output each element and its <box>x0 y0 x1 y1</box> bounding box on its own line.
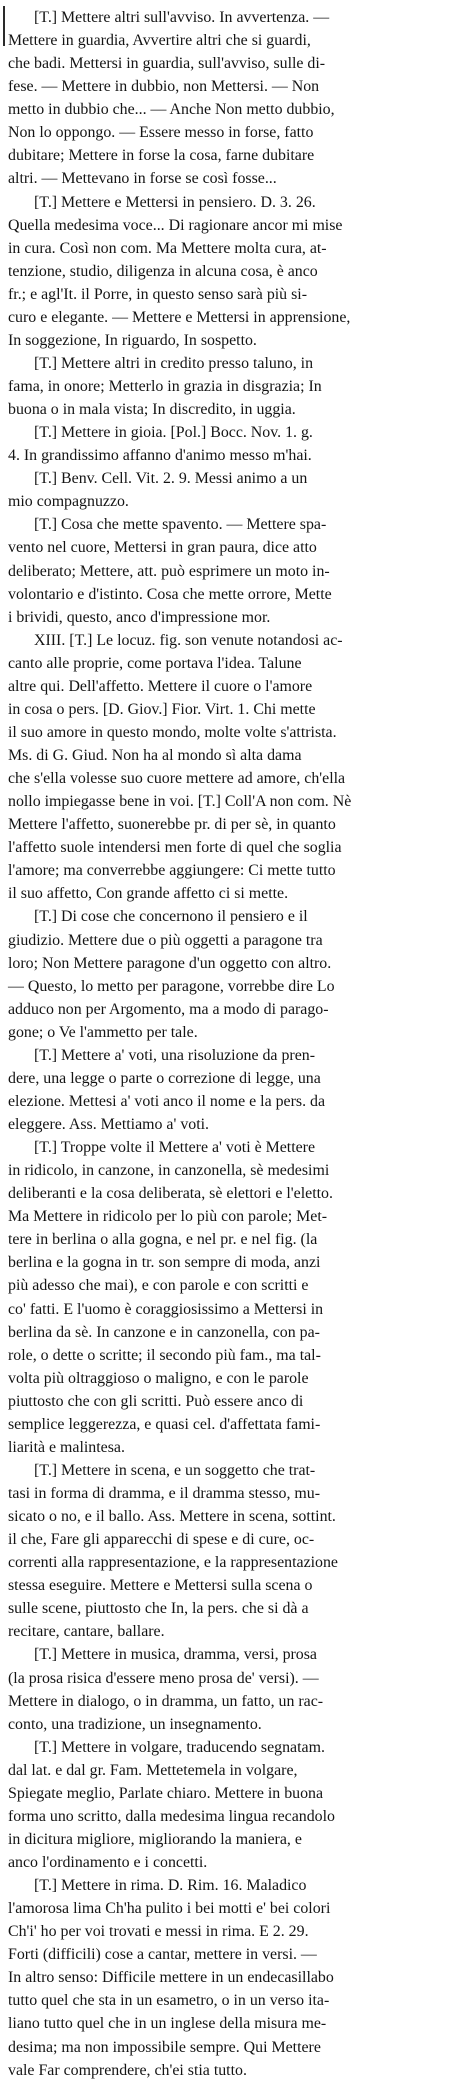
text-line: co' fatti. E l'uomo è coraggiosissimo a Mettersi in <box>8 1300 324 1318</box>
text-line: adduco non per Argomento, ma a modo di parago- <box>8 1000 329 1018</box>
text-line: dal lat. e dal gr. Fam. Mettetemela in volgare, <box>8 1761 298 1779</box>
text-line: In soggezione, In riguardo, In sospetto. <box>8 331 257 349</box>
text-line: Mettere in dialogo, o in dramma, un fatto, un rac- <box>8 1692 324 1710</box>
text-line: altre qui. Dell'affetto. Mettere il cuore o l'amore <box>8 677 313 695</box>
text-line: [T.] Mettere in scena, e un soggetto che trat- <box>34 1461 316 1479</box>
text-line: sulle scene, piuttosto che In, la pers. che si dà a <box>8 1600 309 1618</box>
text-line: gone; o Ve l'ammetto per tale. <box>8 1023 198 1041</box>
text-line: il che, Fare gli apparecchi di spese e di cure, oc- <box>8 1531 315 1549</box>
text-line: in cura. Così non com. Ma Mettere molta cura, at- <box>8 239 327 257</box>
text-line: — Questo, lo metto per paragone, vorrebbe dire Lo <box>8 977 335 995</box>
text-line: fese. — Mettere in dubbio, non Mettersi. — Non <box>8 78 320 96</box>
text-line: in cosa o pers. [D. Giov.] Fior. Virt. 1. Chi mette <box>8 700 316 718</box>
text-line: tenzione, studio, diligenza in alcuna cosa, è anco <box>8 262 318 280</box>
text-line: (la prosa risica d'essere meno prosa de' versi). — <box>8 1669 319 1687</box>
text-line: vento nel cuore, Mettersi in gran paura, dice atto <box>8 539 317 557</box>
text-line: tasi in forma di dramma, e il dramma stesso, mu- <box>8 1485 321 1502</box>
text-line: il suo affetto, Con grande affetto ci si mette. <box>8 885 289 903</box>
text-line: deliberato; Mettere, att. può esprimere un moto in- <box>8 562 330 580</box>
text-line: [T.] Mettere in gioia. [Pol.] Bocc. Nov. 1. g. <box>34 424 313 442</box>
text-line: correnti alla rappresentazione, e la rappresentazione <box>8 1554 338 1572</box>
text-line: canto alle proprie, come portava l'idea. Talune <box>8 654 302 672</box>
text-line: metto in dubbio che... — Anche Non metto dubbio, <box>8 101 335 119</box>
text-line: elezione. Mettesi a' voti anco il nome e la pers. da <box>8 1092 326 1110</box>
text-line: Ch'i' ho per voi trovati e messi in rima. E 2. 29. <box>8 1923 309 1941</box>
text-line: i brividi, questo, anco d'impressione mor. <box>8 608 271 626</box>
text-line: mio compagnuzzo. <box>8 493 129 511</box>
text-line: altri. — Mettevano in forse se così fosse... <box>8 170 277 188</box>
text-line: giudizio. Mettere due o più oggetti a paragone tra <box>8 931 323 949</box>
text-line: conto, una tradizione, un insegnamento. <box>8 1715 262 1733</box>
text-line: semplice leggerezza, e quasi cel. d'affettata fami- <box>8 1415 321 1433</box>
text-line: dere, una legge o parte o correzione di legge, una <box>8 1069 321 1087</box>
text-line: [T.] Mettere in rima. D. Rim. 16. Maladico <box>34 1877 307 1895</box>
text-line: eleggere. Ass. Mettiamo a' voti. <box>8 1116 210 1133</box>
text-line: liano tutto quel che in un inglese della misura me- <box>8 2015 327 2033</box>
text-line: tere in berlina o alla gogna, e nel pr. e nel fig. (la <box>8 1231 318 1249</box>
text-line: Ms. di G. Giud. Non ha al mondo sì alta dama <box>8 747 302 764</box>
text-line: sicato o no, e il ballo. Ass. Mettere in scena, sottint. <box>8 1508 336 1526</box>
text-line: l'amore; ma converrebbe aggiungere: Ci mette tutto <box>8 862 336 880</box>
text-line: fr.; e agl'It. il Porre, in questo senso sarà più si- <box>8 285 307 303</box>
text-line: [T.] Mettere altri sull'avviso. In avvertenza. — <box>34 9 330 26</box>
text-line: che badi. Mettersi in guardia, sull'avviso, sulle di- <box>8 55 326 73</box>
text-line: che s'ella volesse suo cuore mettere ad amore, ch'ella <box>8 770 346 788</box>
text-line: piuttosto che con gli scritti. Può essere anco di <box>8 1392 304 1410</box>
text-line: dubitare; Mettere in forse la cosa, farne dubitare <box>8 147 315 165</box>
text-line: Mettere l'affetto, suonerebbe pr. di per sè, in quanto <box>8 816 336 834</box>
text-line: desima; ma non impossibile sempre. Qui Mettere <box>8 2038 321 2056</box>
text-line: deliberanti e la cosa deliberata, sè elettori e l'eletto. <box>8 1185 333 1203</box>
text-line: vale Far comprendere, ch'ei stia tutto. <box>8 2061 247 2079</box>
text-line: buona o in mala vista; In discredito, in uggia. <box>8 401 296 419</box>
text-line: In altro senso: Difficile mettere in un endecasillabo <box>8 1969 334 1987</box>
text-line: in dicitura migliore, migliorando la maniera, e <box>8 1830 302 1848</box>
text-line: berlina da sè. In canzone e in canzonella, con pa- <box>8 1323 320 1341</box>
text-line: [T.] Mettere in volgare, traducendo segnatam. <box>34 1738 325 1756</box>
text-line: [T.] Di cose che concernono il pensiero e il <box>34 908 308 926</box>
text-line: [T.] Mettere e Mettersi in pensiero. D. 3. 26. <box>34 193 316 211</box>
text-line: liarità e malintesa. <box>8 1438 125 1456</box>
text-line: Quella medesima voce... Di ragionare ancor mi mise <box>8 216 343 234</box>
text-line: Ma Mettere in ridicolo per lo più con parole; Met- <box>8 1208 328 1226</box>
text-line: forma uno scritto, dalla medesima lingua recandolo <box>8 1807 335 1825</box>
text-line: loro; Non Mettere paragone d'un oggetto con altro. <box>8 954 332 972</box>
text-line: volontario e d'istinto. Cosa che mette orrore, Mette <box>8 585 332 603</box>
text-line: Mettere in guardia, Avvertire altri che si guardi, <box>8 32 311 50</box>
text-line: nollo impiegasse bene in voi. [T.] Coll'A non com. Nè <box>8 793 352 811</box>
margin-rule <box>3 6 5 46</box>
text-line: stessa eseguire. Mettere e Mettersi sulla scena o <box>8 1577 313 1595</box>
text-line: il suo amore in questo mondo, molte volte s'attrista. <box>8 723 337 741</box>
text-line: tutto quel che sta in un esametro, o in un verso ita- <box>8 1992 330 2010</box>
text-line: l'affetto suole intendersi men forte di quel che soglia <box>8 839 342 857</box>
text-line: l'amorosa lima Ch'ha pulito i bei motti e' bei colori <box>8 1900 331 1918</box>
text-line: curo e elegante. — Mettere e Mettersi in apprensione, <box>8 308 351 326</box>
text-line: Spiegate meglio, Parlate chiaro. Mettere in buona <box>8 1784 324 1802</box>
text-line: Forti (difficili) cose a cantar, mettere in versi. — <box>8 1946 317 1964</box>
text-line: [T.] Mettere in musica, dramma, versi, prosa <box>34 1646 317 1664</box>
text-line: [T.] Cosa che mette spavento. — Mettere spa- <box>34 516 327 534</box>
entry-text <box>8 6 464 2082</box>
text-line: Non lo oppongo. — Essere messo in forse, fatto <box>8 124 314 142</box>
text-line: recitare, cantare, ballare. <box>8 1623 165 1641</box>
text-line: più adesso che mai), e con parole e con scritti e <box>8 1277 309 1295</box>
text-line: [T.] Benv. Cell. Vit. 2. 9. Messi animo a un <box>34 470 308 488</box>
text-line: [T.] Mettere a' voti, una risoluzione da pren- <box>34 1046 315 1064</box>
text-line: XIII. [T.] Le locuz. fig. son venute notandosi ac- <box>34 631 343 649</box>
text-line: in ridicolo, in canzone, in canzonella, sè medesimi <box>8 1162 330 1180</box>
text-line: volta più oltraggioso o maligno, e con le parole <box>8 1369 309 1387</box>
text-line: berlina e la gogna in tr. son sempre di moda, anzi <box>8 1254 321 1272</box>
text-line: role, o dette o scritte; il secondo più fam., ma tal- <box>8 1346 321 1364</box>
text-line: [T.] Troppe volte il Mettere a' voti è Mettere <box>34 1139 316 1157</box>
text-line: fama, in onore; Metterlo in grazia in disgrazia; In <box>8 378 322 395</box>
text-line: anco l'ordinamento e i concetti. <box>8 1854 208 1871</box>
text-line: 4. In grandissimo affanno d'animo messo m'hai. <box>8 447 312 465</box>
text-line: [T.] Mettere altri in credito presso taluno, in <box>34 354 314 372</box>
